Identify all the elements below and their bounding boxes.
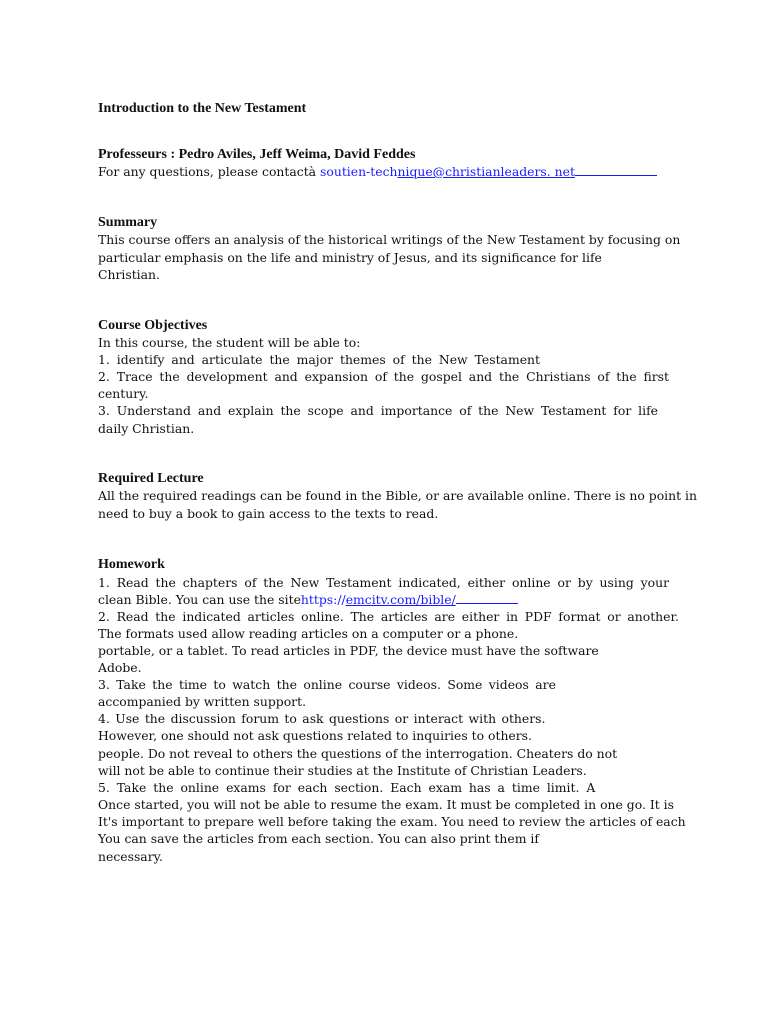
homework-line: The formats used allow reading articles on a computer or a phone. xyxy=(98,626,519,641)
site-prefix: clean Bible. You can use the site xyxy=(98,592,301,607)
objective-item: century. xyxy=(98,386,149,401)
summary-heading: Summary xyxy=(98,215,158,230)
summary-line: particular emphasis on the life and ministry of Jesus, and its significance for life xyxy=(98,250,602,265)
homework-line: portable, or a tablet. To read articles in PDF, the device must have the software xyxy=(98,643,599,658)
summary-line: This course offers an analysis of the historical writings of the New Testament by focusing on xyxy=(98,232,681,247)
homework-line: necessary. xyxy=(98,849,163,864)
homework-line: Once started, you will not be able to resume the exam. It must be completed in one go. It is xyxy=(98,797,674,812)
email-link[interactable]: nique@christianleaders. net xyxy=(397,164,575,179)
homework-line: You can save the articles from each section. You can also print them if xyxy=(98,831,539,846)
objective-item: daily Christian. xyxy=(98,421,195,436)
email-underline xyxy=(575,163,657,176)
site-link[interactable]: emcitv.com/bible/ xyxy=(345,592,456,607)
site-link-start[interactable]: https:// xyxy=(300,592,346,607)
site-underline xyxy=(456,591,518,604)
lecture-line: need to buy a book to gain access to the texts to read. xyxy=(98,506,439,521)
homework-site-line xyxy=(98,591,518,608)
lecture-heading: Required Lecture xyxy=(98,471,204,486)
homework-line: people. Do not reveal to others the questions of the interrogation. Cheaters do not xyxy=(98,746,618,761)
objective-item: 3. Understand and explain the scope and importance of the New Testament for life xyxy=(98,403,658,418)
homework-line: 1. Read the chapters of the New Testament indicated, either online or by using your xyxy=(98,575,669,590)
homework-line: It's important to prepare well before taking the exam. You need to review the articles of each xyxy=(98,814,686,829)
homework-line: Adobe. xyxy=(98,660,142,675)
homework-heading: Homework xyxy=(98,557,165,572)
summary-line: Christian. xyxy=(98,267,160,282)
contact-prefix: For any questions, please contactà xyxy=(98,164,321,179)
homework-line: 3. Take the time to watch the online course videos. Some videos are xyxy=(98,677,556,692)
contact-line xyxy=(98,163,657,180)
homework-line: 2. Read the indicated articles online. The articles are either in PDF format or another. xyxy=(98,609,679,624)
objectives-intro: In this course, the student will be able to: xyxy=(98,335,361,350)
document-title: Introduction to the New Testament xyxy=(98,101,307,116)
objectives-heading: Course Objectives xyxy=(98,318,208,333)
homework-line: 4. Use the discussion forum to ask questions or interact with others. xyxy=(98,711,546,726)
email-link-start[interactable]: soutien-tech xyxy=(320,164,398,179)
lecture-line: All the required readings can be found in the Bible, or are available online. There is no point in xyxy=(98,488,697,503)
homework-line: accompanied by written support. xyxy=(98,694,307,709)
homework-line: will not be able to continue their studies at the Institute of Christian Leaders. xyxy=(98,763,587,778)
objective-item: 2. Trace the development and expansion of the gospel and the Christians of the first xyxy=(98,369,669,384)
objective-item: 1. identify and articulate the major themes of the New Testament xyxy=(98,352,540,367)
homework-line: 5. Take the online exams for each section. Each exam has a time limit. A xyxy=(98,780,596,795)
homework-line: However, one should not ask questions related to inquiries to others. xyxy=(98,728,532,743)
professors-line: Professeurs : Pedro Aviles, Jeff Weima, David Feddes xyxy=(98,147,416,162)
